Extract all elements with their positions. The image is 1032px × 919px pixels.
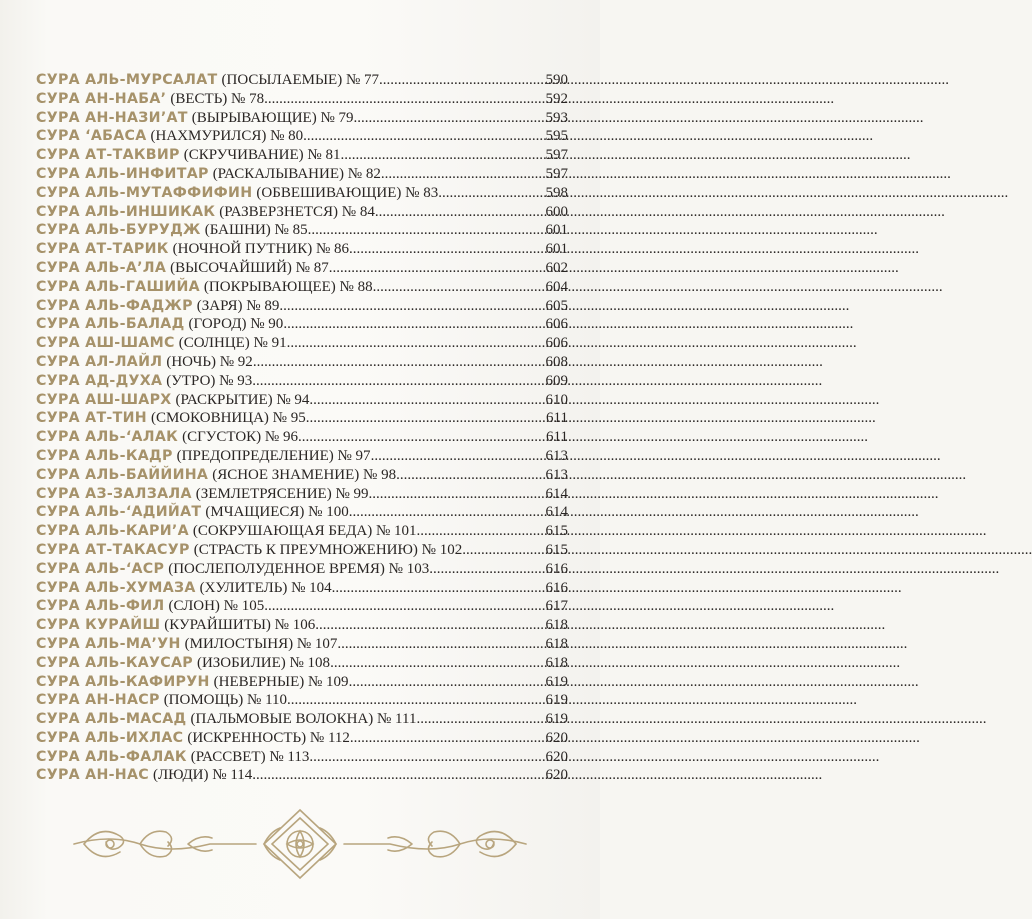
toc-entry — [36, 673, 568, 692]
sura-translation: (ЛЮДИ) № 114 — [152, 767, 253, 784]
toc-entry — [36, 259, 568, 278]
leader-dots — [396, 466, 545, 485]
page-number: 616 — [545, 560, 568, 577]
sura-translation: (РАСКРЫТИЕ) № 94 — [175, 391, 310, 408]
page-number: 614 — [545, 504, 568, 521]
toc-entry — [36, 146, 568, 165]
page-number: 614 — [545, 485, 568, 502]
leader-dots — [252, 372, 545, 391]
toc-entry — [36, 409, 568, 428]
toc-entry — [36, 315, 568, 334]
sura-translation: (РАСКАЛЫВАНИЕ) № 82 — [212, 165, 381, 182]
page-number: 615 — [545, 541, 568, 558]
leader-dots — [340, 146, 545, 165]
toc-entry — [36, 127, 568, 146]
sura-name: СУРА АН-НАСР — [36, 692, 160, 709]
sura-translation: (ПОСЛЕПОЛУДЕННОЕ ВРЕМЯ) № 103 — [168, 560, 430, 577]
leader-dots — [329, 259, 546, 278]
toc-entry — [36, 766, 568, 785]
sura-name: СУРА АЛЬ-ФАЛАК — [36, 748, 187, 765]
toc-entry — [36, 503, 568, 522]
sura-translation: (ХУЛИТЕЛЬ) № 104 — [199, 579, 332, 596]
sura-translation: (РАЗВЕРЗНЕТСЯ) № 84 — [219, 203, 375, 220]
page-number: 611 — [546, 410, 568, 427]
sura-name: СУРА АЛЬ-ИНШИКАК — [36, 203, 216, 220]
page-number: 619 — [545, 711, 568, 728]
arabesque-ornament-icon — [70, 808, 530, 880]
page-number: 606 — [545, 316, 568, 333]
toc-entry — [36, 560, 568, 579]
leader-dots — [438, 184, 545, 203]
sura-name: СУРА АЛЬ-ХУМАЗА — [36, 579, 196, 596]
sura-translation: (УТРО) № 93 — [166, 372, 253, 389]
page-number: 618 — [545, 617, 568, 634]
toc-entry — [36, 221, 568, 240]
sura-name: СУРА АЛЬ-КАРИ’А — [36, 523, 189, 540]
leader-dots — [287, 691, 545, 710]
sura-translation: (НОЧНОЙ ПУТНИК) № 86 — [172, 241, 350, 258]
sura-name: СУРА АД-ДУХА — [36, 372, 163, 389]
sura-name: СУРА АН-НАЗИ’АТ — [36, 109, 188, 126]
leader-dots — [349, 503, 546, 522]
toc-entry — [36, 691, 568, 710]
page-number: 600 — [545, 203, 568, 220]
sura-translation: (СОКРУШАЮЩАЯ БЕДА) № 101 — [192, 523, 417, 540]
page-number: 615 — [545, 523, 568, 540]
sura-translation: (НАХМУРИЛСЯ) № 80 — [150, 128, 304, 145]
leader-dots — [252, 766, 545, 785]
toc-entry — [36, 485, 568, 504]
page-number: 598 — [545, 184, 568, 201]
leader-dots — [462, 541, 545, 560]
leader-dots — [379, 71, 545, 90]
toc-entry — [36, 334, 568, 353]
page-number: 601 — [545, 222, 568, 239]
page-number: 602 — [545, 259, 568, 276]
toc-entry — [36, 748, 568, 767]
sura-name: СУРА АЛЬ-БУРУДЖ — [36, 222, 201, 239]
sura-translation: (ЗАРЯ) № 89 — [196, 297, 280, 314]
toc-entry — [36, 391, 568, 410]
page-number: 610 — [545, 391, 568, 408]
leader-dots — [381, 165, 546, 184]
sura-name: СУРА АШ-ШАРХ — [36, 391, 172, 408]
toc-entry — [36, 203, 568, 222]
sura-translation: (НОЧЬ) № 92 — [166, 353, 253, 370]
sura-translation: (ВЫРЫВАЮЩИЕ) № 79 — [191, 109, 354, 126]
toc-entry — [36, 729, 568, 748]
sura-name: СУРА АЛЬ-МАСАД — [36, 711, 187, 728]
sura-name: СУРА АЛЬ-ИНФИТАР — [36, 165, 209, 182]
sura-name: СУРА АШ-ШАМС — [36, 335, 175, 352]
leader-dots — [350, 729, 546, 748]
toc-entry — [36, 353, 568, 372]
sura-name: СУРА АТ-ТАКАСУР — [36, 541, 190, 558]
leader-dots — [369, 485, 546, 504]
sura-translation: (МЧАЩИЕСЯ) № 100 — [205, 504, 349, 521]
sura-translation: (ВЕСТЬ) № 78 — [170, 90, 265, 107]
page-number: 595 — [545, 128, 568, 145]
table-of-contents — [36, 71, 568, 785]
sura-name: СУРА АЛЬ-МА’УН — [36, 635, 181, 652]
sura-name: СУРА АЛЬ-‘АДИЙАТ — [36, 504, 202, 521]
page-number: 616 — [545, 579, 568, 596]
leader-dots — [375, 203, 546, 222]
sura-translation: (ИЗОБИЛИЕ) № 108 — [196, 654, 331, 671]
sura-translation: (СТРАСТЬ К ПРЕУМНОЖЕНИЮ) № 102 — [193, 541, 463, 558]
leader-dots — [309, 748, 545, 767]
toc-entry — [36, 597, 568, 616]
page-number: 619 — [545, 692, 568, 709]
sura-name: СУРА АТ-ТИН — [36, 410, 147, 427]
toc-entry — [36, 297, 568, 316]
leader-dots — [330, 654, 545, 673]
sura-name: СУРА АЛЬ-БАЙЙИНА — [36, 466, 209, 483]
leader-dots — [303, 127, 545, 146]
page-number: 590 — [545, 72, 568, 88]
leader-dots — [416, 710, 545, 729]
page-number: 597 — [545, 165, 568, 182]
leader-dots — [309, 391, 545, 410]
toc-entry — [36, 635, 568, 654]
sura-name: СУРА АЛЬ-ИХЛАС — [36, 729, 184, 746]
sura-name: СУРА АЛЬ-ГАШИЙА — [36, 278, 200, 295]
leader-dots — [298, 428, 546, 447]
leader-dots — [354, 109, 546, 128]
sura-name: СУРА АЛЬ-КАДР — [36, 447, 173, 464]
toc-entry — [36, 654, 568, 673]
page-number: 606 — [545, 335, 568, 352]
page-number: 609 — [545, 372, 568, 389]
sura-translation: (СОЛНЦЕ) № 91 — [178, 335, 287, 352]
leader-dots — [279, 297, 545, 316]
page-number: 613 — [545, 447, 568, 464]
sura-name: СУРА АЛЬ-‘АСР — [36, 560, 165, 577]
sura-name: СУРА АЛЬ-БАЛАД — [36, 316, 185, 333]
sura-translation: (ОБВЕШИВАЮЩИЕ) № 83 — [256, 184, 439, 201]
sura-translation: (КУРАЙШИТЫ) № 106 — [164, 617, 316, 634]
sura-translation: (СЛОН) № 105 — [168, 598, 265, 615]
leader-dots — [371, 447, 546, 466]
page-number: 592 — [545, 90, 568, 107]
page-number: 618 — [545, 635, 568, 652]
leader-dots — [349, 240, 545, 259]
leader-dots — [429, 560, 545, 579]
toc-entry — [36, 447, 568, 466]
sura-name: СУРА АЛЬ-А’ЛА — [36, 259, 167, 276]
leader-dots — [349, 673, 546, 692]
leader-dots — [315, 616, 545, 635]
page-number: 619 — [545, 673, 568, 690]
sura-translation: (ВЫСОЧАЙШИЙ) № 87 — [170, 259, 329, 276]
sura-name: СУРА АН-НАБА’ — [36, 90, 167, 107]
sura-translation: (ПОКРЫВАЮЩЕЕ) № 88 — [203, 278, 373, 295]
page-number: 605 — [545, 297, 568, 314]
sura-name: СУРА ‘АБАСА — [36, 128, 147, 145]
toc-entry — [36, 541, 568, 560]
sura-translation: (НЕВЕРНЫЕ) № 109 — [213, 673, 349, 690]
sura-translation: (ПОСЫЛАЕМЫЕ) № 77 — [221, 72, 380, 88]
leader-dots — [306, 409, 546, 428]
sura-name: СУРА АЛЬ-КАУСАР — [36, 654, 193, 671]
sura-name: СУРА АЗ-ЗАЛЗАЛА — [36, 485, 192, 502]
toc-entry — [36, 90, 568, 109]
sura-translation: (СГУСТОК) № 96 — [182, 429, 298, 446]
toc-entry — [36, 372, 568, 391]
sura-name: СУРА АЛЬ-ФАДЖР — [36, 297, 193, 314]
leader-dots — [283, 315, 545, 334]
leader-dots — [253, 353, 546, 372]
sura-translation: (ИСКРЕННОСТЬ) № 112 — [187, 729, 350, 746]
sura-name: СУРА АЛ-ЛАЙЛ — [36, 353, 163, 370]
page-number: 613 — [545, 466, 568, 483]
sura-name: СУРА АЛЬ-МУТАФФИФИН — [36, 184, 253, 201]
toc-entry — [36, 616, 568, 635]
sura-translation: (ПРЕДОПРЕДЕЛЕНИЕ) № 97 — [176, 447, 371, 464]
sura-name: СУРА АТ-ТАРИК — [36, 241, 169, 258]
leader-dots — [337, 635, 545, 654]
toc-entry — [36, 165, 568, 184]
sura-translation: (ПАЛЬМОВЫЕ ВОЛОКНА) № 111 — [190, 711, 417, 728]
page-number: 597 — [545, 147, 568, 164]
toc-entry — [36, 522, 568, 541]
leader-dots — [417, 522, 546, 541]
toc-entry — [36, 710, 568, 729]
toc-entry — [36, 579, 568, 598]
toc-entry — [36, 428, 568, 447]
sura-translation: (ЯСНОЕ ЗНАМЕНИЕ) № 98 — [212, 466, 397, 483]
page-number: 617 — [545, 598, 568, 615]
sura-name: СУРА АЛЬ-ФИЛ — [36, 598, 165, 615]
page-number: 620 — [545, 748, 568, 765]
page-number: 620 — [545, 729, 568, 746]
toc-entry — [36, 466, 568, 485]
sura-translation: (СКРУЧИВАНИЕ) № 81 — [183, 147, 341, 164]
sura-translation: (ПОМОЩЬ) № 110 — [163, 692, 288, 709]
page-number: 611 — [546, 429, 568, 446]
page-number: 620 — [545, 767, 568, 784]
page-number: 618 — [545, 654, 568, 671]
sura-name: СУРА АЛЬ-КАФИРУН — [36, 673, 210, 690]
sura-translation: (БАШНИ) № 85 — [204, 222, 308, 239]
sura-name: СУРА АЛЬ-‘АЛАК — [36, 429, 179, 446]
leader-dots — [308, 221, 546, 240]
sura-translation: (РАССВЕТ) № 113 — [190, 748, 310, 765]
sura-name: СУРА АТ-ТАКВИР — [36, 147, 180, 164]
sura-name: СУРА АН-НАС — [36, 767, 149, 784]
toc-entry — [36, 240, 568, 259]
sura-translation: (ГОРОД) № 90 — [188, 316, 284, 333]
leader-dots — [287, 334, 546, 353]
page-number: 601 — [545, 241, 568, 258]
sura-name: СУРА КУРАЙШ — [36, 617, 161, 634]
sura-name: СУРА АЛЬ-МУРСАЛАТ — [36, 72, 218, 88]
sura-translation: (ЗЕМЛЕТРЯСЕНИЕ) № 99 — [195, 485, 369, 502]
toc-entry — [36, 184, 568, 203]
toc-entry — [36, 278, 568, 297]
page-number: 608 — [545, 353, 568, 370]
sura-translation: (МИЛОСТЫНЯ) № 107 — [184, 635, 338, 652]
leader-dots — [264, 597, 545, 616]
page-number: 604 — [545, 278, 568, 295]
leader-dots — [332, 579, 546, 598]
toc-entry — [36, 109, 568, 128]
toc-entry — [36, 71, 568, 90]
page-number: 593 — [545, 109, 568, 126]
leader-dots — [264, 90, 545, 109]
sura-translation: (СМОКОВНИЦА) № 95 — [150, 410, 306, 427]
leader-dots — [373, 278, 546, 297]
